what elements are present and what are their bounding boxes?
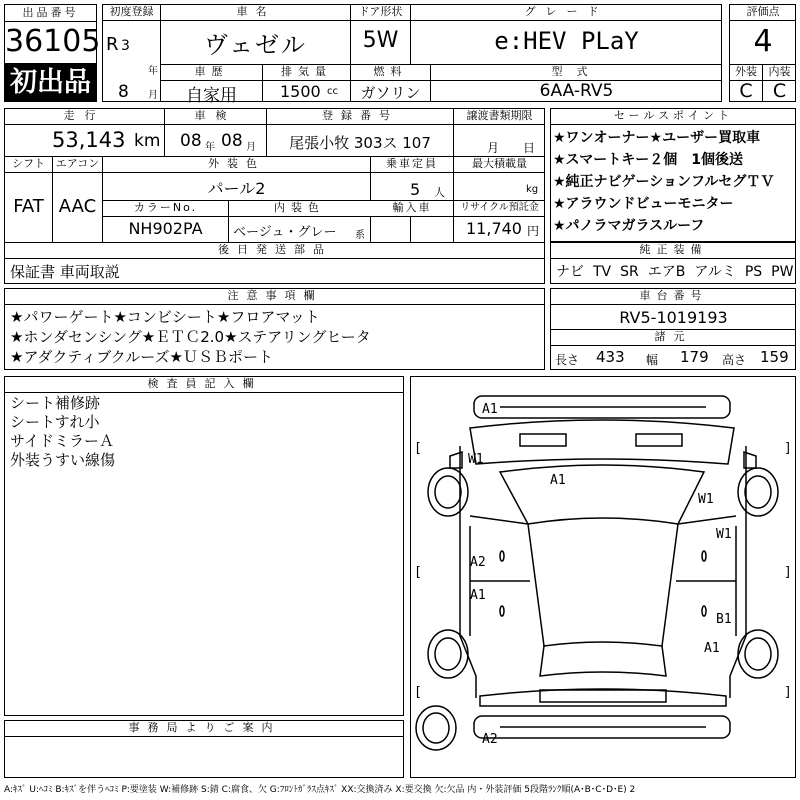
capacity-label: 乗車定員: [386, 157, 438, 170]
import-label: 輸入車: [392, 201, 432, 214]
insp-year: 08: [180, 131, 202, 151]
int-color-suffix: 系: [355, 230, 365, 241]
transfer-day: 日: [523, 141, 536, 155]
inspector-line: シートすれ小: [10, 413, 100, 431]
displacement-label: 排気量: [281, 65, 332, 78]
color-label: 外装色: [208, 157, 265, 170]
bracket: [: [414, 565, 422, 580]
displacement-unit: cc: [327, 86, 338, 97]
lot-number: 36105: [5, 24, 101, 59]
inspector-notes: [10, 394, 115, 470]
shift-label: シフト: [12, 157, 45, 170]
transfer-label: 譲渡書類期限: [466, 109, 533, 122]
damage-mark: W1: [716, 527, 732, 542]
shift-value: FAT: [13, 196, 44, 217]
car-name: ヴェゼル: [203, 31, 308, 59]
first-listing-badge: 初出品: [4, 64, 97, 102]
fuel-label: 燃料: [373, 65, 408, 78]
notes-list: [10, 307, 371, 367]
damage-mark: B1: [716, 612, 732, 627]
length-label: 長さ: [555, 353, 580, 367]
model-label: 型式: [551, 65, 602, 78]
recycle-label: リサイクル預託金: [460, 202, 539, 213]
length-value: 433: [596, 348, 625, 366]
sales-point: ★パノラマガラスルーフ: [553, 218, 705, 234]
reg-number-label: 登録番号: [322, 109, 398, 122]
grade-label: グレード: [524, 5, 609, 18]
office-title: 事務局よりご案内: [128, 721, 281, 734]
bracket: [: [414, 685, 422, 700]
damage-mark: A1: [704, 641, 720, 656]
insp-month-unit: 月: [246, 142, 256, 153]
equipment-title: 純正装備: [639, 243, 708, 256]
transfer-month: 月: [487, 141, 500, 155]
damage-mark: A2: [470, 555, 486, 570]
sales-point: ★スマートキー２個 1個後送: [553, 152, 744, 168]
equipment-list: [556, 261, 793, 281]
inspector-line: シート補修跡: [10, 394, 101, 412]
load-label: 最大積載量: [472, 157, 527, 170]
inspector-line: 外装うすい線傷: [10, 451, 116, 469]
int-color-label: 内装色: [274, 201, 325, 214]
history-value: 自家用: [186, 86, 237, 106]
damage-mark: A1: [550, 473, 566, 488]
car-name-label: 車名: [236, 5, 275, 18]
first-reg-label: 初度登録: [109, 5, 154, 18]
bracket: ]: [784, 685, 792, 700]
load-unit: kg: [526, 184, 539, 195]
mileage-unit: km: [134, 131, 161, 151]
sales-points-list: [553, 127, 774, 237]
model-value: 6AA-RV5: [539, 81, 614, 101]
capacity-unit: 人: [434, 186, 445, 199]
door-value: 5W: [362, 28, 399, 53]
interior-label: 内装: [768, 65, 791, 78]
chassis-title: 車台番号: [639, 289, 708, 302]
ac-value: AAC: [58, 196, 97, 217]
fuel-value: ガソリン: [360, 84, 421, 102]
sales-point: ★純正ナビゲーションフルセグＴＶ: [553, 174, 775, 190]
car-damage-diagram: [410, 376, 796, 778]
damage-mark: W1: [468, 452, 484, 467]
note-line: ★ホンダセンシング★ＥＴＣ2.0★ステアリングヒータ: [10, 328, 371, 346]
later-parts-label: 後日発送部品: [218, 243, 332, 256]
int-color-value: ベージュ・グレー: [233, 225, 337, 240]
reg-month-unit: 月: [148, 90, 158, 101]
door-label: ドア形状: [358, 5, 403, 18]
damage-mark: W1: [698, 492, 714, 507]
equipment-item: PW: [771, 264, 794, 280]
recycle-unit: 円: [527, 224, 540, 238]
equipment-item: SR: [620, 264, 639, 280]
color-value: パール2: [207, 179, 266, 198]
color-no-label: カラーNo.: [133, 201, 198, 214]
damage-mark: A1: [470, 588, 486, 603]
sales-point: ★ワンオーナー★ユーザー買取車: [553, 130, 761, 146]
lot-number-label: 出品番号: [22, 6, 79, 19]
bracket: [: [414, 441, 422, 456]
equipment-item: PS: [744, 264, 763, 280]
sales-points-title: セールスポイント: [613, 109, 733, 122]
chassis-number: RV5-1019193: [619, 308, 728, 327]
height-label: 高さ: [722, 353, 747, 367]
score-value: 4: [753, 24, 773, 59]
displacement-value: 1500: [280, 82, 321, 101]
interior-grade: C: [772, 80, 787, 102]
exterior-label: 外装: [735, 65, 757, 78]
legend: A:ｷｽﾞ U:ﾍｺﾐ B:ｷｽﾞを伴うﾍｺﾐ P:要塗装 W:補修跡 S:錆 C:腐食、欠 G:ﾌﾛﾝﾄｶﾞﾗｽ点ｷｽﾞ XX:交換済み X:要交換 欠:欠品 内・外装評価 5段階ﾗﾝｸ順(A･B･C･D･E) 2: [4, 785, 636, 795]
score-label: 評価点: [746, 5, 780, 18]
height-value: 159: [760, 348, 789, 366]
dims-title: 諸元: [654, 330, 693, 343]
reg-year: 3: [121, 38, 130, 54]
equipment-item: TV: [593, 264, 612, 280]
history-label: 車歴: [194, 65, 229, 78]
era: R: [106, 34, 119, 55]
insp-month: 08: [221, 131, 243, 151]
bracket: ]: [784, 565, 792, 580]
damage-mark: A1: [482, 402, 498, 417]
equipment-item: エアB: [647, 264, 686, 280]
equipment-item: ナビ: [556, 264, 584, 280]
ac-label: エアコン: [55, 157, 100, 170]
inspector-title: 検査員記入欄: [147, 377, 262, 390]
mileage-label: 走行: [63, 109, 106, 122]
exterior-grade: C: [739, 80, 753, 102]
note-line: ★パワーゲート★コンビシート★フロアマット: [10, 308, 320, 326]
lot-number-box: [4, 4, 101, 64]
grade-value: e:HEV PLaY: [494, 27, 639, 55]
width-value: 179: [680, 348, 709, 366]
reg-month: 8: [118, 82, 129, 102]
width-label: 幅: [646, 353, 659, 367]
inspector-line: サイドミラーＡ: [10, 432, 114, 450]
sales-point: ★アラウンドビューモニター: [553, 196, 734, 212]
insp-year-unit: 年: [205, 142, 215, 153]
color-no-value: NH902PA: [128, 219, 203, 238]
reg-year-unit: 年: [148, 66, 158, 77]
equipment-item: アルミ: [694, 264, 736, 280]
bracket: ]: [784, 441, 792, 456]
later-parts-value: 保証書 車両取説: [10, 263, 120, 281]
notes-title: 注意事項欄: [227, 289, 323, 302]
note-line: ★アダクティブクルーズ★ＵＳＢポート: [10, 348, 273, 366]
mileage-value: 53,143: [52, 128, 126, 152]
inspection-label: 車検: [194, 109, 237, 122]
capacity-value: 5: [410, 180, 421, 199]
damage-mark: A2: [482, 732, 498, 747]
reg-number: 尾張小牧 303ス 107: [289, 134, 431, 152]
recycle-value: 11,740: [466, 219, 522, 238]
